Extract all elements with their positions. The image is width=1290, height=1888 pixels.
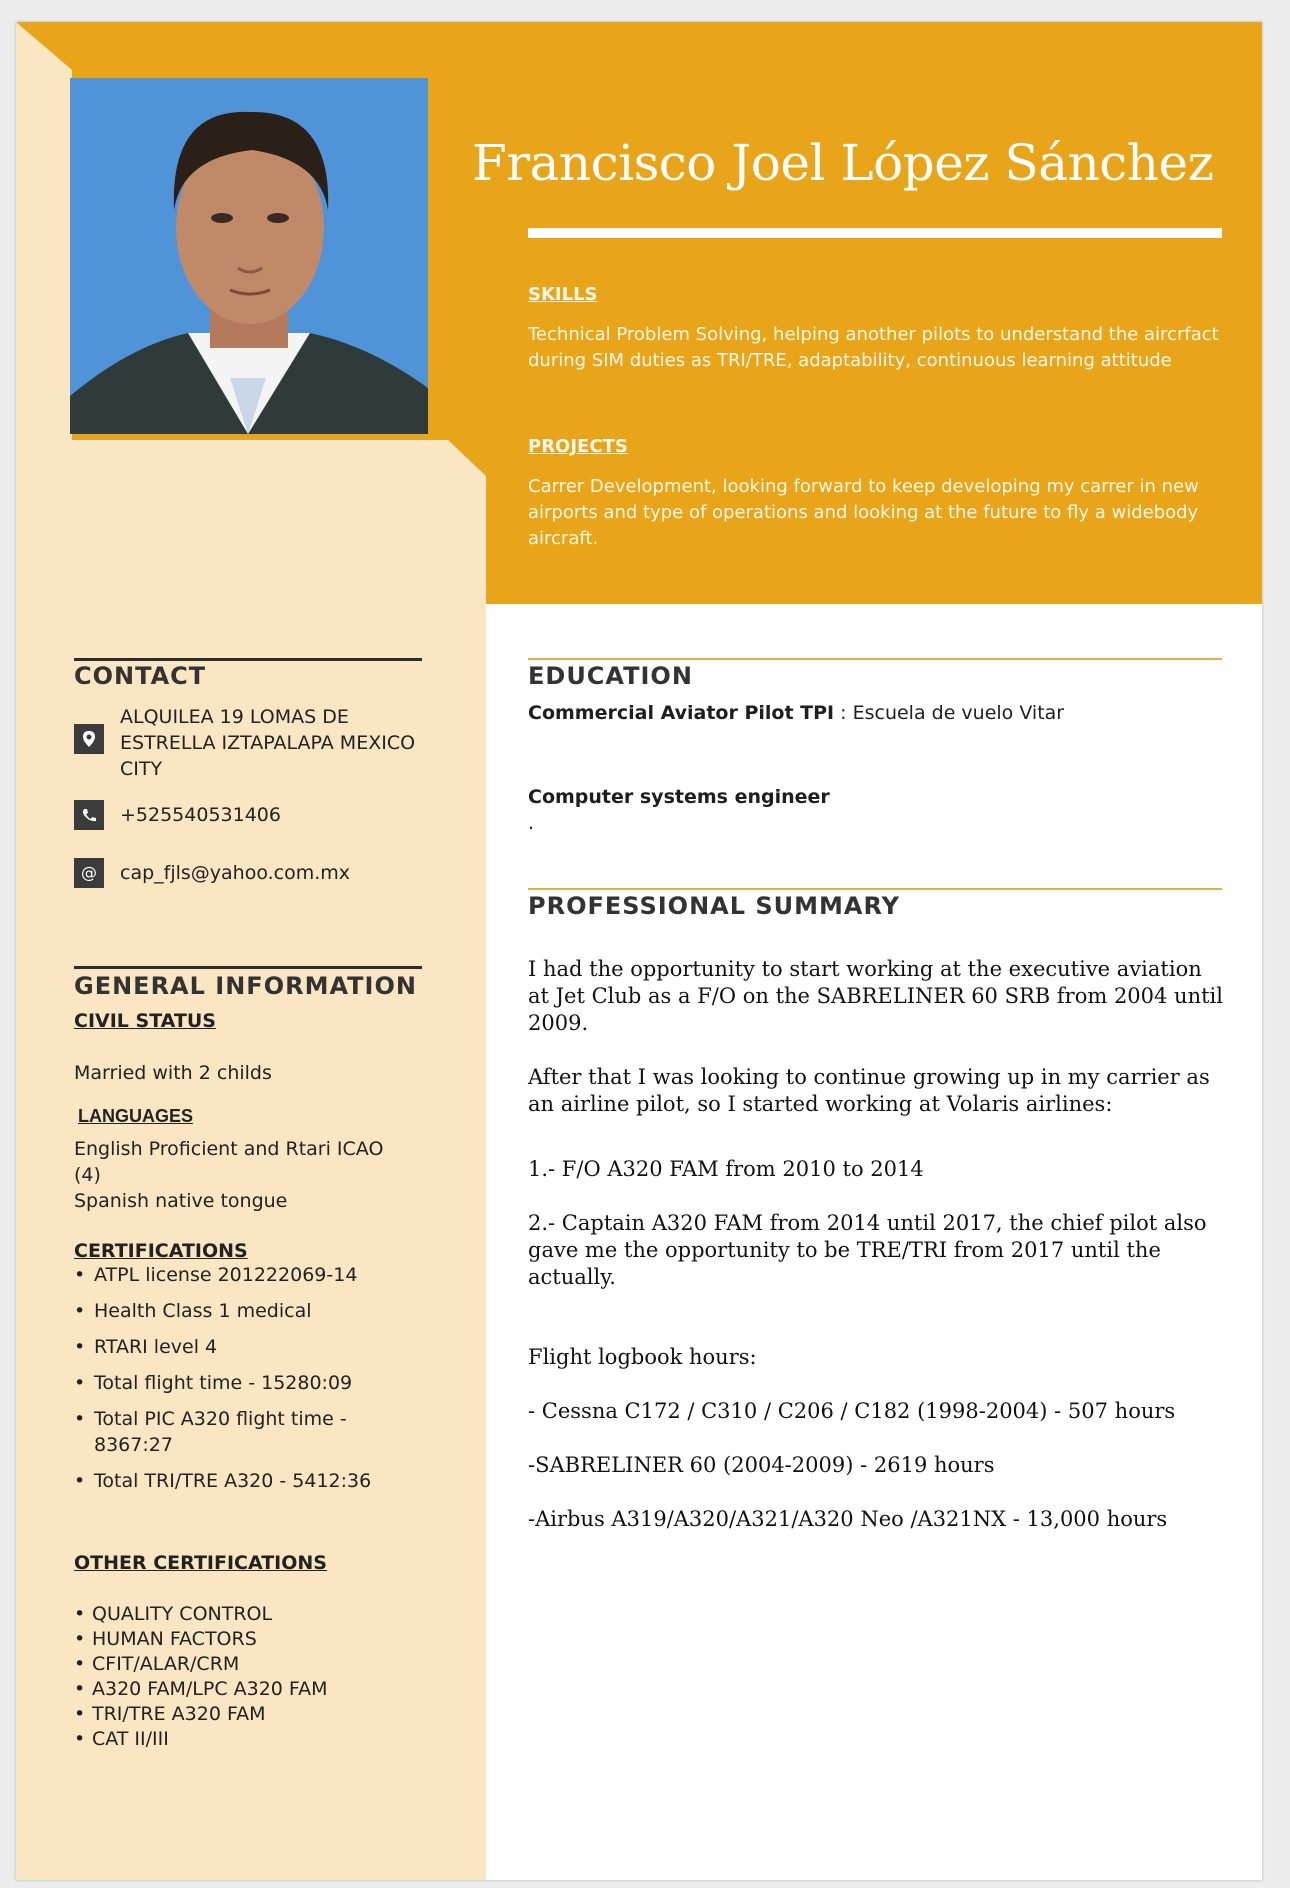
general-info-rule xyxy=(74,966,422,969)
summary-rule xyxy=(528,888,1222,890)
general-info-heading: GENERAL INFORMATION xyxy=(74,972,417,1000)
skills-text: Technical Problem Solving, helping another pilots to understand the aircrfact during SIM duties as TRI/TRE, adaptability, continuous learning attitude xyxy=(528,324,1219,371)
education-dot: . xyxy=(528,812,535,834)
civil-status-heading: CIVIL STATUS xyxy=(74,1010,216,1032)
civil-status-value: Married with 2 childs xyxy=(74,1062,272,1084)
phone-icon xyxy=(74,800,104,830)
certification-item: • Total PIC A320 flight time - 8367:27 xyxy=(74,1406,404,1458)
portrait-illustration xyxy=(70,78,428,434)
summary-paragraph-1: I had the opportunity to start working at the executive aviation at Jet Club as a F/O on the SABRELINER 60 SRB from 2004 until 2009. xyxy=(528,957,1223,1035)
profile-photo xyxy=(70,78,428,434)
other-certifications-heading: OTHER CERTIFICATIONS xyxy=(74,1552,327,1574)
other-certification-item: • CFIT/ALAR/CRM xyxy=(74,1652,404,1677)
certification-item: • Health Class 1 medical xyxy=(74,1298,404,1324)
certification-item: • RTARI level 4 xyxy=(74,1334,404,1360)
language-english: English Proficient and Rtari ICAO (4) xyxy=(74,1138,384,1186)
other-certifications-list xyxy=(74,1602,404,1752)
contact-address: ALQUILEA 19 LOMAS DE ESTRELLA IZTAPALAPA MEXICO CITY xyxy=(120,706,416,780)
summary-paragraph-3: 1.- F/O A320 FAM from 2010 to 2014 xyxy=(528,1157,924,1181)
contact-phone[interactable]: +525540531406 xyxy=(120,804,281,826)
logbook-heading: Flight logbook hours: xyxy=(528,1345,757,1369)
certification-item: • ATPL license 201222069-14 xyxy=(74,1262,404,1288)
summary-heading: PROFESSIONAL SUMMARY xyxy=(528,892,901,920)
education-degree-1 xyxy=(528,702,1064,724)
other-certification-item: • A320 FAM/LPC A320 FAM xyxy=(74,1677,404,1702)
contact-email[interactable]: cap_fjls@yahoo.com.mx xyxy=(120,862,351,884)
resume-page xyxy=(16,22,1262,1880)
projects-heading: PROJECTS xyxy=(528,436,628,457)
degree-2-title: Computer systems engineer xyxy=(528,786,830,808)
email-at-icon xyxy=(74,858,104,888)
language-spanish: Spanish native tongue xyxy=(74,1190,288,1212)
education-heading: EDUCATION xyxy=(528,662,693,690)
skills-heading: SKILLS xyxy=(528,284,598,305)
svg-text:@: @ xyxy=(81,863,97,882)
logbook-entry-sabreliner: -SABRELINER 60 (2004-2009) - 2619 hours xyxy=(528,1453,995,1477)
certification-item: • Total TRI/TRE A320 - 5412:36 xyxy=(74,1468,404,1494)
contact-rule xyxy=(74,658,422,661)
location-pin-icon xyxy=(74,724,104,754)
other-certification-item: • CAT II/III xyxy=(74,1727,404,1752)
degree-1-school: : Escuela de vuelo Vitar xyxy=(834,702,1065,724)
summary-paragraph-4: 2.- Captain A320 FAM from 2014 until 2017, the chief pilot also gave me the opportunity to be TRE/TRI from 2017 until the actually. xyxy=(528,1211,1207,1289)
candidate-name: Francisco Joel López Sánchez xyxy=(472,134,1214,192)
other-certification-item: • HUMAN FACTORS xyxy=(74,1627,404,1652)
name-underline xyxy=(528,228,1222,238)
certifications-list xyxy=(74,1262,404,1494)
projects-text: Carrer Development, looking forward to keep developing my carrer in new airports and type of operations and looking at the future to fly a widebody aircraft. xyxy=(528,476,1199,549)
certifications-heading: CERTIFICATIONS xyxy=(74,1240,248,1262)
education-rule xyxy=(528,658,1222,660)
contact-heading: CONTACT xyxy=(74,662,207,690)
summary-paragraph-2: After that I was looking to continue growing up in my carrier as an airline pilot, so I started working at Volaris airlines: xyxy=(528,1065,1210,1116)
education-degree-2 xyxy=(528,786,830,808)
logbook-entry-airbus: -Airbus A319/A320/A321/A320 Neo /A321NX - 13,000 hours xyxy=(528,1507,1168,1531)
degree-1-title: Commercial Aviator Pilot TPI xyxy=(528,702,835,724)
other-certification-item: • TRI/TRE A320 FAM xyxy=(74,1702,404,1727)
logbook-entry-cessna: - Cessna C172 / C310 / C206 / C182 (1998-2004) - 507 hours xyxy=(528,1399,1176,1423)
languages-heading: LANGUAGES xyxy=(78,1106,194,1126)
other-certification-item: • QUALITY CONTROL xyxy=(74,1602,404,1627)
certification-item: • Total flight time - 15280:09 xyxy=(74,1370,404,1396)
